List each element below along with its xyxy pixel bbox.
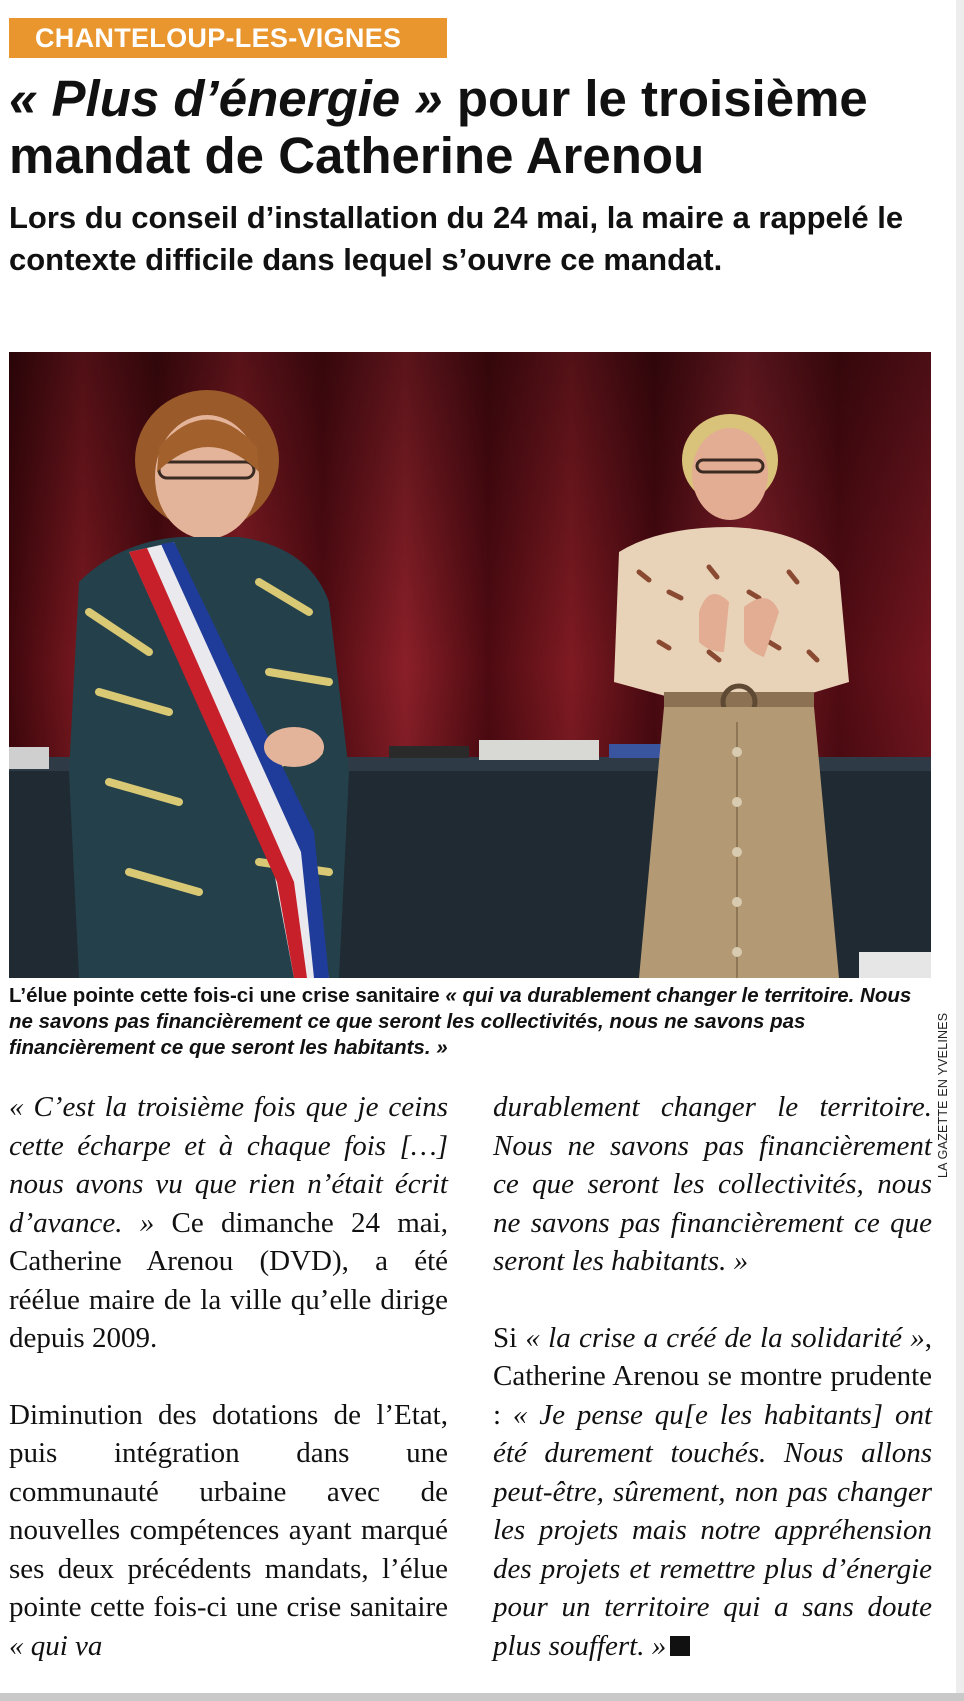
body-column-left (9, 1088, 448, 1665)
paragraph-4-lead: Si (493, 1321, 526, 1354)
paragraph-2 (9, 1396, 448, 1666)
article-photo (9, 352, 931, 978)
paragraph-4-middle: , Catherine Arenou se montre prudente : (493, 1321, 932, 1431)
photo-credit-text: LA GAZETTE EN YVELINES (936, 1012, 950, 1178)
caption-quote: « qui va durablement changer le territoire. Nous ne savons pas financièrement ce que seront les collectivités, nous ne savons pas financièrement ce que seront les habitants. » (9, 984, 912, 1059)
section-kicker: CHANTELOUP-LES-VIGNES (9, 18, 447, 58)
paragraph-2-quote: « qui va (9, 1629, 103, 1662)
photo-caption (9, 983, 939, 1061)
paragraph-1-text: Ce dimanche 24 mai, Catherine Arenou (DVD), a été réélue maire de la ville qu’elle dirige depuis 2009. (9, 1206, 448, 1354)
caption-lead: L’élue pointe cette fois-ci une crise sanitaire (9, 984, 446, 1007)
page-edge (956, 0, 964, 1701)
paragraph-2-text: Diminution des dotations de l’Etat, puis intégration dans une communauté urbaine avec de nouvelles compétences ayant marqué ses deux précédents mandats, l’élue pointe cette fois-ci une crise sanitaire (9, 1398, 448, 1623)
paragraph-4-quote-1: « la crise a créé de la solidarité » (525, 1321, 925, 1354)
headline (9, 70, 949, 184)
body-column-right (493, 1088, 932, 1665)
standfirst: Lors du conseil d’installation du 24 mai, la maire a rappelé le contexte difficile dans lequel s’ouvre ce mandat. (9, 200, 904, 277)
paragraph-1 (9, 1088, 448, 1358)
paragraph-3 (493, 1088, 932, 1281)
paragraph-4-quote-2: « Je pense qu[e les habitants] ont été durement touchés. Nous allons peut-être, sûrement, non pas changer les projets mais notre appréhension des projets et remettre plus d’énergie pour un territoire qui a sans doute plus souffert. » (493, 1398, 932, 1662)
paragraph-1-quote: « C’est la troisième fois que je ceins cette écharpe et à chaque fois […] nous avons vu que rien n’était écrit d’avance. » (9, 1091, 448, 1239)
paragraph-3-quote: durablement changer le territoire. Nous ne savons pas financièrement ce que seront les collectivités, nous ne savons pas financièrement ce que seront les habitants. » (493, 1091, 932, 1277)
headline-rest: pour le troisième mandat de Catherine Arenou (9, 70, 868, 184)
headline-quote: « Plus d’énergie » (9, 70, 443, 127)
bottom-rule (0, 1693, 964, 1701)
paragraph-4 (493, 1319, 932, 1666)
end-of-article-mark (670, 1636, 690, 1656)
